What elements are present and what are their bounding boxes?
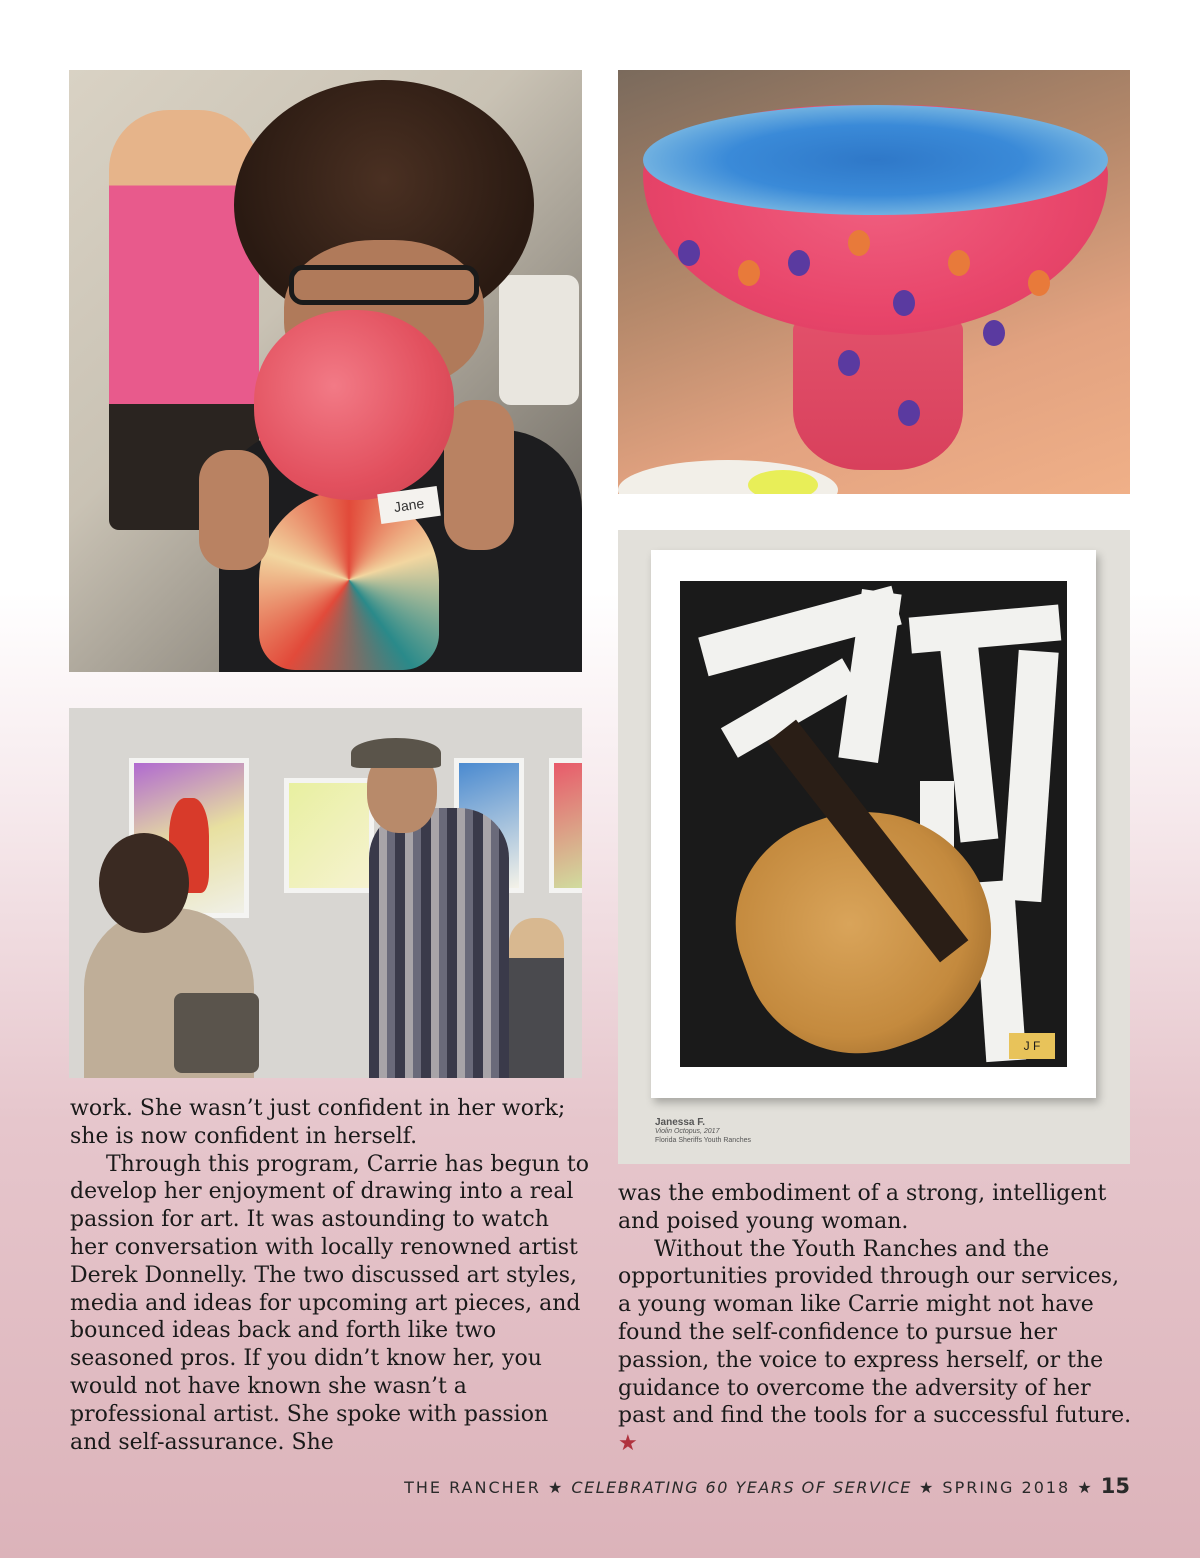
handbag	[174, 993, 259, 1073]
footer-star-icon: ★	[918, 1478, 936, 1497]
label-artist: Janessa F.	[655, 1117, 706, 1128]
woman-hair	[99, 833, 189, 933]
photo-pink-bowl	[618, 70, 1130, 494]
bowl-dot	[1028, 270, 1050, 296]
bowl-dot	[678, 240, 700, 266]
paint-jar	[499, 275, 579, 405]
end-star-icon: ★	[618, 1431, 638, 1457]
label-title: Violin Octopus, 2017	[655, 1128, 720, 1135]
hand-left	[199, 450, 269, 570]
yellow-paint	[748, 470, 818, 494]
footer-tagline: CELEBRATING 60 YEARS OF SERVICE	[571, 1478, 912, 1497]
artwork-label	[655, 1118, 805, 1145]
bowl-dot	[738, 260, 760, 286]
article-paragraph: work. She wasn’t just confident in her work; she is now confident in herself.	[70, 1096, 566, 1149]
article-column-right	[618, 1180, 1138, 1458]
bowl-dot	[893, 290, 915, 316]
bowl-dot	[838, 350, 860, 376]
name-tag-text: Jane	[392, 494, 426, 516]
glasses	[289, 265, 479, 305]
bowl-dot	[848, 230, 870, 256]
photo-girl-with-mask	[69, 70, 582, 672]
bowl-interior	[643, 105, 1108, 215]
article-paragraph-text: Without the Youth Ranches and the opportunities provided through our services, a young woman like Carrie might not have found the self-confidence to pursue her passion, the voice to express herself, or the guidance to overcome the adversity of her past and find the tools for a successful future.	[618, 1236, 1132, 1429]
bowl-dot	[788, 250, 810, 276]
article-column-left	[70, 1095, 590, 1456]
page-number: 15	[1100, 1474, 1130, 1498]
man-visitor	[369, 808, 509, 1078]
bowl-dot	[898, 400, 920, 426]
artwork-partial	[549, 758, 582, 893]
hand-right	[444, 400, 514, 550]
bowl-dot	[948, 250, 970, 276]
bowl-dot	[983, 320, 1005, 346]
sheet-music-strip	[909, 605, 1062, 654]
paper-mache-mask	[254, 310, 454, 500]
label-org: Florida Sheriffs Youth Ranches	[655, 1137, 751, 1144]
signature-text: J F	[1023, 1039, 1041, 1053]
flat-cap	[351, 738, 441, 768]
bowl-foot	[793, 320, 963, 470]
page-footer	[404, 1474, 1130, 1498]
article-paragraph: Through this program, Carrie has begun to develop her enjoyment of drawing into a real passion for art. It was astounding to watch her conversation with locally renowned artist Derek Donnelly. The two discussed art styles, media and ideas for upcoming art pieces, and bounced ideas back and forth like two seasoned pros. If you didn’t know her, you would not have known she wasn’t a professional artist. She spoke with passion and self-assurance. She	[70, 1151, 589, 1455]
publication-name: THE RANCHER	[404, 1478, 541, 1497]
child-visitor	[509, 918, 564, 1078]
footer-star-icon: ★	[547, 1478, 565, 1497]
photo-violin-painting	[618, 530, 1130, 1164]
article-paragraph-final	[618, 1236, 1138, 1458]
painting-signature	[1009, 1033, 1055, 1059]
painting-canvas	[680, 581, 1067, 1067]
footer-star-icon: ★	[1077, 1478, 1094, 1497]
article-paragraph: was the embodiment of a strong, intelligent and poised young woman.	[618, 1181, 1107, 1234]
artwork-abstract	[284, 778, 374, 893]
issue-date: SPRING 2018	[942, 1478, 1071, 1497]
sheet-music-strip	[1001, 650, 1058, 902]
photo-gallery-visitors	[69, 708, 582, 1078]
